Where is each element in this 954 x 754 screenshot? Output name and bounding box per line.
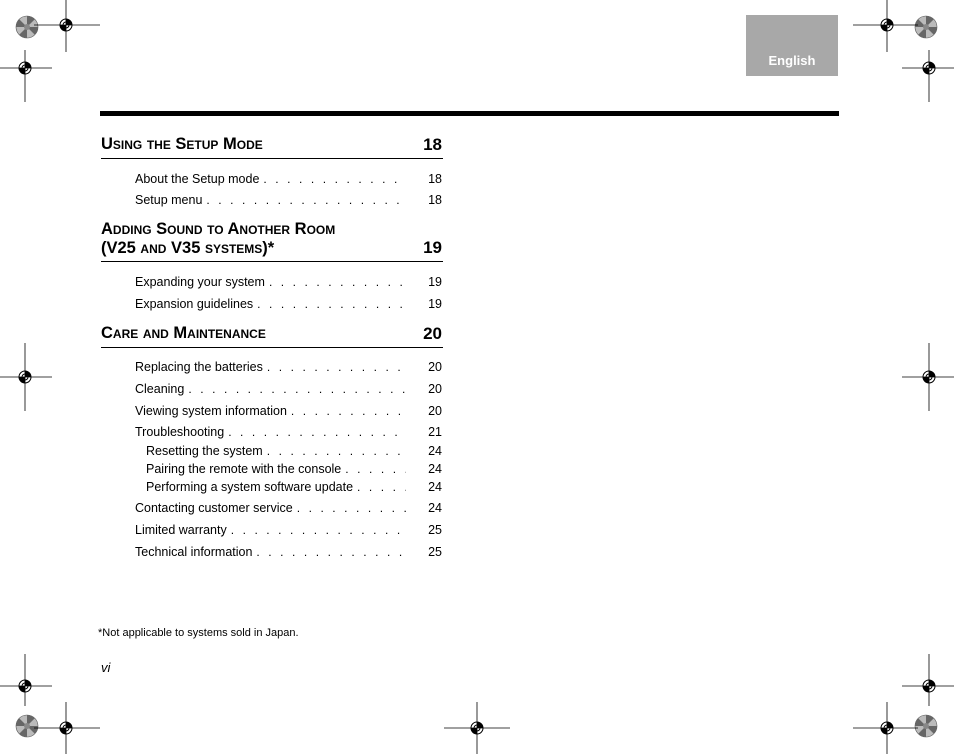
entry-page: 25 [428, 523, 442, 537]
section-title-text: Adding Sound to Another Room [101, 220, 336, 238]
section-title-text-line2: (V25 and V35 systems)* [101, 239, 275, 257]
entry-page: 24 [428, 501, 442, 515]
registration-mark-icon [902, 654, 954, 706]
entry-page: 25 [428, 545, 442, 559]
entry-label: Resetting the system [146, 444, 263, 458]
entry-page: 20 [428, 360, 442, 374]
entry-page: 19 [428, 275, 442, 289]
entry-page: 24 [428, 462, 442, 476]
color-wheel-icon [915, 16, 937, 38]
entry-page: 20 [428, 404, 442, 418]
registration-mark-icon [902, 343, 954, 411]
page-number: vi [101, 660, 111, 675]
entry-label: Technical information [135, 545, 253, 559]
entry-page: 20 [428, 382, 442, 396]
entry-page: 19 [428, 297, 442, 311]
entry-label: Expansion guidelines [135, 297, 254, 311]
toc-section-page-care-maintenance: 20 [423, 324, 442, 343]
registration-mark-icon [853, 702, 918, 754]
entry-label: About the Setup mode [135, 172, 260, 186]
footnote: *Not applicable to systems sold in Japan. [98, 627, 299, 639]
entry-label: Expanding your system [135, 275, 265, 289]
section-title-text: Using the Setup Mode [101, 135, 263, 153]
entry-label: Replacing the batteries [135, 360, 263, 374]
entry-label: Cleaning [135, 382, 185, 396]
entry-label: Viewing system information [135, 404, 287, 418]
color-wheel-icon [915, 715, 937, 737]
entry-label: Troubleshooting [135, 425, 225, 439]
entry-label: Performing a system software update [146, 480, 354, 494]
language-tab-label: English [768, 53, 816, 68]
entry-label: Setup menu [135, 193, 203, 207]
toc-section-page-adding-sound: 19 [423, 238, 442, 257]
registration-mark-icon [34, 0, 100, 52]
registration-mark-icon [0, 50, 52, 102]
color-wheel-icon [16, 715, 38, 737]
entry-page: 24 [428, 480, 442, 494]
toc-section-page-setup-mode: 18 [423, 135, 442, 154]
registration-mark-icon [0, 343, 52, 411]
registration-mark-icon [902, 50, 954, 102]
entry-page: 18 [428, 193, 442, 207]
registration-mark-icon [0, 654, 52, 706]
entry-page: 18 [428, 172, 442, 186]
entry-page: 24 [428, 444, 442, 458]
registration-mark-icon [853, 0, 918, 52]
entry-page: 21 [428, 425, 442, 439]
registration-mark-icon [444, 702, 510, 754]
color-wheel-icon [16, 16, 38, 38]
entry-label: Pairing the remote with the console [146, 462, 342, 476]
registration-mark-icon [34, 702, 100, 754]
entry-label: Contacting customer service [135, 501, 293, 515]
section-title-text: Care and Maintenance [101, 324, 266, 342]
entry-label: Limited warranty [135, 523, 227, 537]
